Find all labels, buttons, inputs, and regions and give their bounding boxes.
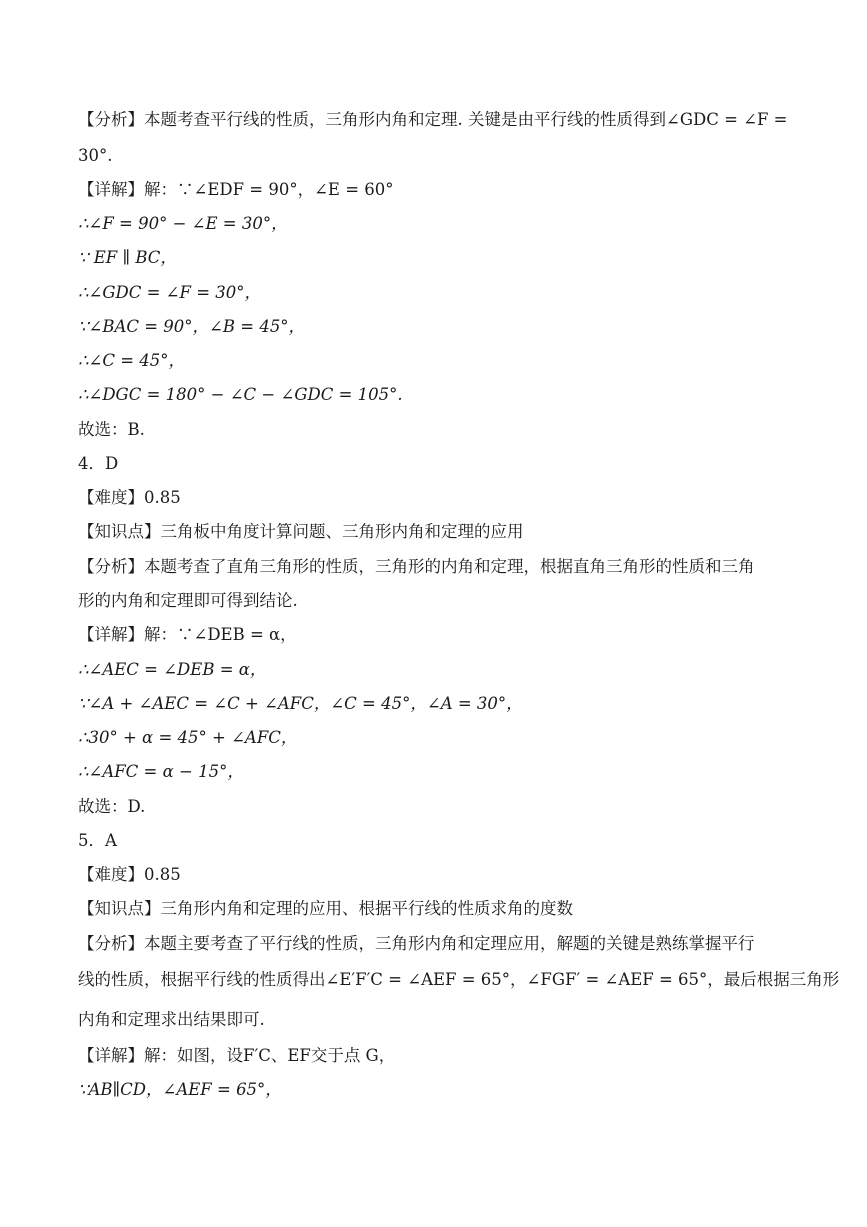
solution-line: 【详解】解：∵∠DEB = α， <box>78 625 297 644</box>
answer-line: 故选：D. <box>78 797 146 816</box>
analysis-line: 【分析】本题主要考查了平行线的性质，三角形内角和定理应用，解题的关键是熟练掌握平行 <box>78 934 755 953</box>
math-line: ∵∠BAC = 90°，∠B = 45°， <box>78 317 306 336</box>
analysis-line-cont: 线的性质，根据平行线的性质得出∠E′F′C = ∠AEF = 65°，∠FGF′ = ∠AEF = 65°，最后根据三角形 <box>78 970 840 989</box>
math-line: ∴∠GDC = ∠F = 30°， <box>78 283 262 302</box>
difficulty-line: 【难度】0.85 <box>78 488 181 507</box>
math-line: ∵∠A + ∠AEC = ∠C + ∠AFC，∠C = 45°，∠A = 30°， <box>78 694 523 713</box>
math-line: ∴∠DGC = 180° − ∠C − ∠GDC = 105°. <box>78 385 403 404</box>
analysis-line-cont: 形的内角和定理即可得到结论. <box>78 591 298 610</box>
math-line: ∴∠F = 90° − ∠E = 30°， <box>78 214 288 233</box>
answer-line: 故选：B. <box>78 420 145 439</box>
math-line: ∴∠C = 45°， <box>78 351 186 370</box>
solution-line: 【详解】解：如图，设F′C、EF交于点 G， <box>78 1046 396 1065</box>
solution-line: 【详解】解：∵∠EDF = 90°，∠E = 60° <box>78 180 394 199</box>
knowledge-point-line: 【知识点】三角板中角度计算问题、三角形内角和定理的应用 <box>78 522 524 541</box>
analysis-line-cont: 内角和定理求出结果即可. <box>78 1010 265 1029</box>
math-line: ∵ EF ∥ BC， <box>78 248 177 267</box>
analysis-line-q3: 【分析】本题考查平行线的性质，三角形内角和定理. 关键是由平行线的性质得到∠GDC = ∠F = <box>78 110 788 129</box>
analysis-line-q3-cont: 30°. <box>78 146 113 165</box>
analysis-line: 【分析】本题考查了直角三角形的性质，三角形的内角和定理，根据直角三角形的性质和三角 <box>78 557 755 576</box>
math-line: ∴∠AEC = ∠DEB = α， <box>78 660 267 679</box>
math-line: ∴∠AFC = α − 15°， <box>78 762 244 781</box>
question-number: 4．D <box>78 454 119 473</box>
math-line: ∵AB∥CD，∠AEF = 65°， <box>78 1080 282 1099</box>
difficulty-line: 【难度】0.85 <box>78 865 181 884</box>
math-line: ∴30° + α = 45° + ∠AFC， <box>78 728 298 747</box>
knowledge-point-line: 【知识点】三角形内角和定理的应用、根据平行线的性质求角的度数 <box>78 899 573 918</box>
question-number: 5．A <box>78 831 117 850</box>
